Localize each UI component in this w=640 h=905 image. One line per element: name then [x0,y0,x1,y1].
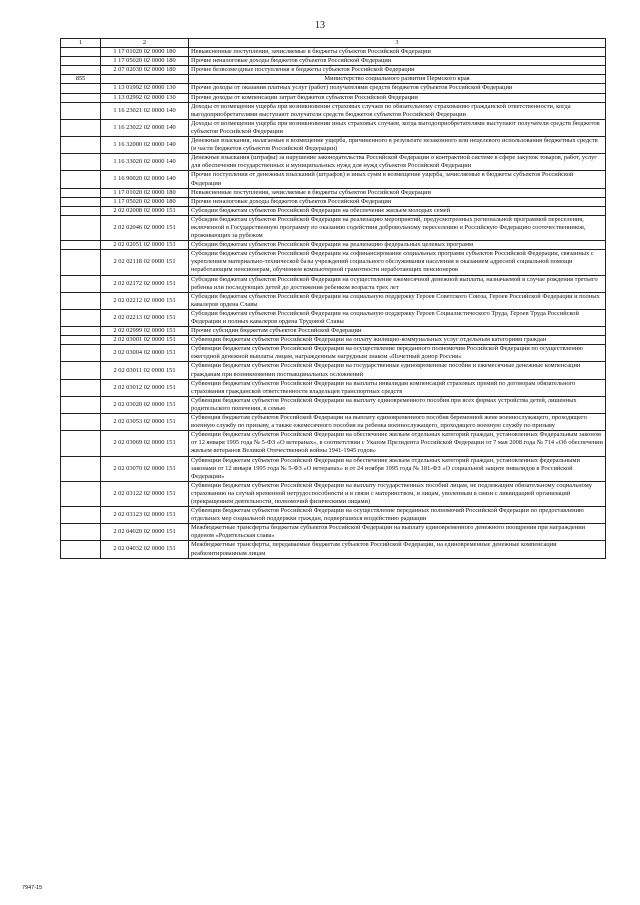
admin-code-cell [61,48,101,57]
revenue-name-cell: Доходы от возмещения ущерба при возникновении иных страховых случаев, когда выгодоприобретателями выступают получатели средств бюджетов субъектов Российской Федерации [189,119,606,136]
revenue-code-cell: 1 17 05020 02 0000 180 [101,57,189,66]
revenue-code-cell: 2 02 03011 02 0000 151 [101,362,189,379]
table-row [61,171,606,188]
admin-code-cell [61,241,101,250]
header-col-1: 1 [61,39,101,48]
revenue-codes-table [60,38,606,559]
table-row [61,541,606,558]
table-row [61,456,606,481]
admin-code-cell [61,154,101,171]
admin-code-cell [61,171,101,188]
revenue-name-cell: Доходы от возмещения ущерба при возникновении страховых случаев по обязательному страхованию гражданской ответственности, когда выгодоприобретателями выступают получатели средств бюджетов субъектов Российской Федерации [189,102,606,119]
admin-code-cell [61,197,101,206]
revenue-name-cell: Межбюджетные трансферты, передаваемые бюджетам субъектов Российской Федерации, на единовременные денежные компенсации реабилитированным лицам [189,541,606,558]
revenue-name-cell: Субсидии бюджетам субъектов Российской Федерации на софинансирование социальных программ субъектов Российской Федерации, связанных с укреплением материально-технической базы учреждений социального обслуживания населения и оказанием адресной социальной помощи неработающим пенсионерам, обучением компьютерной грамотности неработающих пенсионеров [189,250,606,275]
admin-code-cell [61,345,101,362]
table-row [61,309,606,326]
revenue-code-cell: 2 02 03053 02 0000 151 [101,414,189,431]
admin-code-cell [61,57,101,66]
table-row [61,250,606,275]
revenue-name-cell: Межбюджетные трансферты бюджетам субъектов Российской Федерации на выплату единовременного денежного поощрения при награждении орденом «Родительская слава» [189,524,606,541]
revenue-name-cell: Субвенции бюджетам субъектов Российской Федерации на государственные единовременные пособия и ежемесячные денежные компенсации гражданам при возникновении поствакцинальных осложнений [189,362,606,379]
admin-code-cell [61,456,101,481]
revenue-name-cell: Субвенции бюджетам субъектов Российской Федерации на обеспечение жильем отдельных категорий граждан, установленных федеральными законами от 12 января 1995 года № 5-ФЗ «О ветеранах» и от 24 ноября 1995 года № 181-ФЗ «О социальной защите инвалидов в Российской Федерации» [189,456,606,481]
admin-code-cell [61,275,101,292]
table-row [61,292,606,309]
table-row [61,481,606,506]
revenue-code-cell: 2 02 03020 02 0000 151 [101,396,189,413]
revenue-code-cell: 2 02 03070 02 0000 151 [101,456,189,481]
admin-code-cell [61,336,101,345]
admin-code-cell [61,362,101,379]
table-row [61,93,606,102]
admin-code-cell [61,396,101,413]
revenue-code-cell: 1 16 32000 02 0000 140 [101,137,189,154]
revenue-code-cell: 2 02 03001 02 0000 151 [101,336,189,345]
revenue-code-cell: 2 02 03012 02 0000 151 [101,379,189,396]
revenue-name-cell: Прочие безвозмездные поступления в бюджеты субъектов Российской Федерации [189,66,606,75]
admin-code-cell [61,84,101,93]
table-row [61,66,606,75]
revenue-name-cell: Субсидии бюджетам субъектов Российской Федерации на реализацию мероприятий, предусмотренных региональной программой переселения, включенной в Государственную программу по оказанию содействия добровольному переселению в Российскую Федерацию соотечественников, проживающих за рубежом [189,215,606,240]
revenue-code-cell: 2 02 02999 02 0000 151 [101,327,189,336]
revenue-name-cell: Прочие доходы от оказания платных услуг (работ) получателями средств бюджетов субъектов Российской Федерации [189,84,606,93]
admin-code-cell [61,327,101,336]
revenue-code-cell: 2 02 02213 02 0000 151 [101,309,189,326]
admin-code-cell [61,507,101,524]
admin-code-cell [61,292,101,309]
revenue-name-cell: Прочие неналоговые доходы бюджетов субъектов Российской Федерации [189,57,606,66]
table-row [61,336,606,345]
table-row [61,241,606,250]
table-row [61,154,606,171]
document-footer-code: 7947-15 [22,885,43,891]
table-row [61,379,606,396]
revenue-name-cell: Прочие субсидии бюджетам субъектов Российской Федерации [189,327,606,336]
revenue-name-cell: Субсидии бюджетам субъектов Российской Федерации на социальную поддержку Героев Социалистического Труда, Героев Труда Российской Федерации и полных кавалеров ордена Трудовой Славы [189,309,606,326]
revenue-name-cell: Субвенции бюджетам субъектов Российской Федерации на оплату жилищно-коммунальных услуг отдельным категориям граждан [189,336,606,345]
table-row [61,431,606,456]
admin-code-cell [61,137,101,154]
table-row [61,524,606,541]
header-col-2: 2 [101,39,189,48]
revenue-code-cell: 2 02 02051 02 0000 151 [101,241,189,250]
admin-code-cell [61,93,101,102]
admin-code-cell [61,250,101,275]
revenue-name-cell: Субвенции бюджетам субъектов Российской Федерации на осуществление переданных полномочий Российской Федерации по предоставлению отдельных мер социальной поддержки граждан, подвергшихся воздействию радиации [189,507,606,524]
admin-code-cell [61,414,101,431]
revenue-name-cell: Субвенции бюджетам субъектов Российской Федерации на выплату единовременного пособия при всех формах устройства детей, лишенных родительского попечения, в семью [189,396,606,413]
admin-code-cell: 855 [61,75,101,84]
revenue-name-cell: Субвенция бюджетам субъектов Российской Федерации на выплату единовременного пособия беременной жене военнослужащего, проходящего военную службу по призыву, а также ежемесячного пособия на ребенка военнослужащего, проходящего военную службу по призыву [189,414,606,431]
table-row [61,396,606,413]
revenue-name-cell: Прочие неналоговые доходы бюджетов субъектов Российской Федерации [189,197,606,206]
revenue-code-cell: 1 13 02992 02 0000 130 [101,93,189,102]
revenue-code-cell: 1 16 23021 02 0000 140 [101,102,189,119]
revenue-code-cell: 1 17 01020 02 0000 180 [101,48,189,57]
revenue-name-cell: Субсидии бюджетам субъектов Российской Федерации на реализацию федеральных целевых программ [189,241,606,250]
admin-code-cell [61,524,101,541]
page-number: 13 [315,20,325,31]
table-header-row [61,39,606,48]
table-row [61,48,606,57]
revenue-name-cell: Субвенции бюджетам субъектов Российской Федерации на обеспечение жильем отдельных категорий граждан, установленных Федеральным законом от 12 января 1995 года № 5-ФЗ «О ветеранах», в соответствии с Указом Президента Российской Федерации от 7 мая 2008 года № 714 «Об обеспечении жильем ветеранов Великой Отечественной войны 1941-1945 годов» [189,431,606,456]
table-row [61,119,606,136]
revenue-code-cell: 2 02 02212 02 0000 151 [101,292,189,309]
revenue-name-cell: Субвенции бюджетам субъектов Российской Федерации на выплату государственных пособий лицам, не подлежащим обязательному социальному страхованию на случай временной нетрудоспособности и в связи с материнством, и лицам, уволенным в связи с ликвидацией организаций (прекращением деятельности, полномочий физическими лицами) [189,481,606,506]
table-row [61,507,606,524]
admin-code-cell [61,119,101,136]
table-row [61,197,606,206]
admin-name-cell: Министерство социального развития Пермского края [189,75,606,84]
revenue-code-cell: 2 02 04020 02 0000 151 [101,524,189,541]
table-row [61,188,606,197]
admin-header-row [61,75,606,84]
admin-code-cell [61,102,101,119]
header-col-3: 3 [189,39,606,48]
revenue-code-cell: 1 13 01992 02 0000 130 [101,84,189,93]
revenue-code-cell: 2 02 03123 02 0000 151 [101,507,189,524]
table-row [61,137,606,154]
revenue-code-cell: 1 16 33020 02 0000 140 [101,154,189,171]
revenue-code-cell: 2 02 03069 02 0000 151 [101,431,189,456]
admin-code-cell [61,379,101,396]
admin-code-cell [61,541,101,558]
table-row [61,327,606,336]
table-row [61,84,606,93]
table-row [61,345,606,362]
admin-code-cell [61,66,101,75]
revenue-name-cell: Прочие поступления от денежных взысканий (штрафов) и иных сумм в возмещение ущерба, зачисляемые в бюджеты субъектов Российской Федерации [189,171,606,188]
table-row [61,206,606,215]
admin-code-cell [61,188,101,197]
revenue-code-cell: 2 02 02118 02 0000 151 [101,250,189,275]
revenue-name-cell: Субсидии бюджетам субъектов Российской Федерации на обеспечение жильем молодых семей [189,206,606,215]
admin-code-cell [61,215,101,240]
revenue-code-cell: 1 16 90020 02 0000 140 [101,171,189,188]
admin-code-cell [61,431,101,456]
admin-code-cell [61,309,101,326]
revenue-name-cell: Субвенции бюджетам субъектов Российской Федерации на осуществление переданного полномочия Российской Федерации по осуществлению ежегодной денежной выплаты лицам, награжденным нагрудным знаком «Почетный донор России» [189,345,606,362]
revenue-code-cell: 2 02 02008 02 0000 151 [101,206,189,215]
revenue-code-cell: 1 16 23022 02 0000 140 [101,119,189,136]
revenue-code-cell: 2 07 02030 02 0000 180 [101,66,189,75]
revenue-code-cell: 2 02 03122 02 0000 151 [101,481,189,506]
admin-code-cell [61,481,101,506]
table-row [61,275,606,292]
revenue-code-cell: 2 02 03004 02 0000 151 [101,345,189,362]
table-row [61,57,606,66]
table-row [61,414,606,431]
revenue-code-cell: 2 02 02172 02 0000 151 [101,275,189,292]
table-row [61,102,606,119]
revenue-code-cell: 1 17 01020 02 0000 180 [101,188,189,197]
revenue-name-cell: Субсидии бюджетам субъектов Российской Федерации на социальную поддержку Героев Советского Союза, Героев Российской Федерации и полных кавалеров ордена Славы [189,292,606,309]
admin-code-cell [61,206,101,215]
revenue-name-cell: Невыясненные поступления, зачисляемые в бюджеты субъектов Российской Федерации [189,48,606,57]
empty-code-cell [101,75,189,84]
revenue-code-cell: 2 02 04032 02 0000 151 [101,541,189,558]
revenue-name-cell: Субвенции бюджетам субъектов Российской Федерации на выплаты инвалидам компенсаций страховых премий по договорам обязательного страхования гражданской ответственности владельцев транспортных средств [189,379,606,396]
revenue-name-cell: Субсидии бюджетам субъектов Российской Федерации на осуществление ежемесячной денежной выплаты, назначаемой в случае рождения третьего ребенка или последующих детей до достижения ребенком возраста трех лет [189,275,606,292]
revenue-name-cell: Денежные взыскания (штрафы) за нарушение законодательства Российской Федерации о контрактной системе в сфере закупок товаров, работ, услуг для обеспечения государственных и муниципальных нужд для нужд субъектов Российской Федерации [189,154,606,171]
revenue-name-cell: Невыясненные поступления, зачисляемые в бюджеты субъектов Российской Федерации [189,188,606,197]
revenue-code-cell: 1 17 05020 02 0000 180 [101,197,189,206]
revenue-name-cell: Прочие доходы от компенсации затрат бюджетов субъектов Российской Федерации [189,93,606,102]
table-row [61,215,606,240]
table-row [61,362,606,379]
revenue-name-cell: Денежные взыскания, налагаемые в возмещение ущерба, причиненного в результате незаконного или нецелевого использования бюджетных средств (в части бюджетов субъектов Российской Федерации) [189,137,606,154]
revenue-code-cell: 2 02 02046 02 0000 151 [101,215,189,240]
